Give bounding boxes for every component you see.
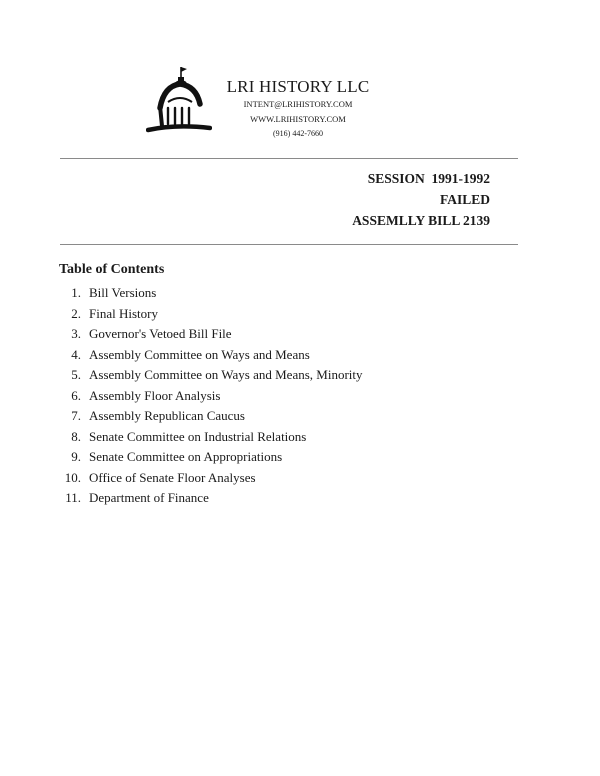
toc-item-number: 7. xyxy=(71,408,81,423)
toc-item-label: Department of Finance xyxy=(89,490,209,505)
bill-number: ASSEMLLY BILL 2139 xyxy=(352,213,490,228)
toc-item-senate-appropriations xyxy=(59,449,363,470)
toc-item-number: 11. xyxy=(65,490,81,505)
toc-item-label: Assembly Republican Caucus xyxy=(89,408,245,423)
toc-item-label: Assembly Committee on Ways and Means xyxy=(89,346,310,362)
toc-item-assembly-republican-caucus xyxy=(59,408,363,429)
company-name: LRI HISTORY LLC xyxy=(226,77,370,96)
toc-item-number: 5. xyxy=(71,367,81,382)
toc-item-senate-floor-analyses xyxy=(59,470,363,491)
toc-item-number: 6. xyxy=(71,387,81,403)
company-website: WWW.LRIHISTORY.COM xyxy=(250,114,346,124)
toc-item-bill-versions xyxy=(59,285,363,306)
toc-item-label: Governor's Vetoed Bill File xyxy=(89,326,232,341)
toc-item-assembly-ways-and-means-minority xyxy=(59,367,363,388)
session-label: SESSION 1991-1992 xyxy=(367,171,490,186)
toc-item-number: 2. xyxy=(71,305,81,321)
toc-item-senate-industrial-relations xyxy=(59,429,363,450)
toc-item-label: Bill Versions xyxy=(89,285,157,300)
toc-item-final-history xyxy=(59,306,363,327)
toc-item-label: Assembly Committee on Ways and Means, Minority xyxy=(89,367,363,382)
toc-list xyxy=(59,285,363,511)
toc-item-label: Senate Committee on Appropriations xyxy=(89,449,283,464)
header-divider xyxy=(60,158,518,159)
toc-item-label: Office of Senate Floor Analyses xyxy=(89,469,256,485)
company-email: INTENT@LRIHISTORY.COM xyxy=(243,99,353,109)
bill-status: FAILED xyxy=(439,192,490,207)
section-divider xyxy=(60,244,518,245)
toc-item-number: 4. xyxy=(71,346,81,362)
toc-item-number: 10. xyxy=(64,469,81,485)
toc-item-label: Senate Committee on Industrial Relations xyxy=(89,428,307,444)
toc-item-governors-vetoed-bill-file xyxy=(59,326,363,347)
toc-item-assembly-floor-analysis xyxy=(59,388,363,409)
toc-title: Table of Contents xyxy=(59,262,165,277)
company-phone: (916) 442-7660 xyxy=(273,129,323,138)
toc-item-number: 8. xyxy=(71,428,81,444)
toc-item-department-of-finance xyxy=(59,490,363,511)
toc-item-label: Final History xyxy=(89,305,158,321)
toc-item-assembly-ways-and-means xyxy=(59,347,363,368)
toc-item-number: 1. xyxy=(71,285,81,300)
toc-item-label: Assembly Floor Analysis xyxy=(89,387,221,403)
toc-item-number: 3. xyxy=(71,326,81,341)
toc-item-number: 9. xyxy=(71,449,81,464)
